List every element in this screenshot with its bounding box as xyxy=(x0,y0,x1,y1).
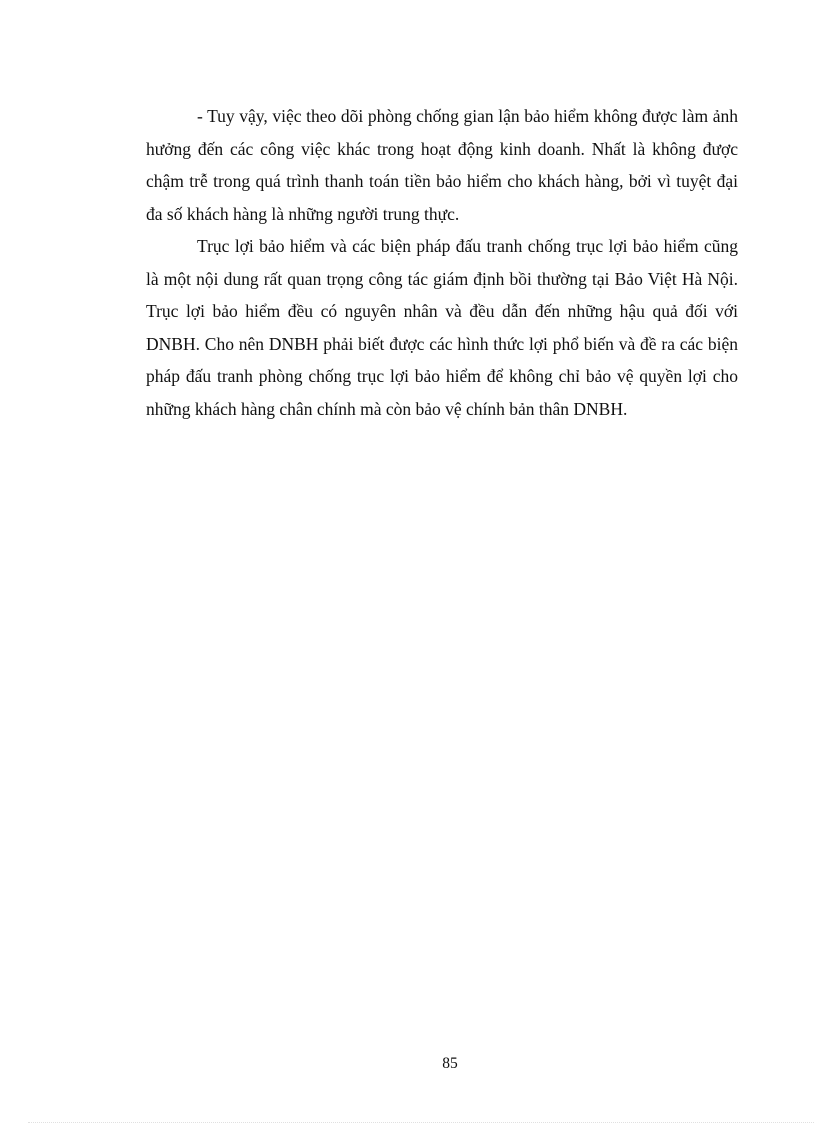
page-number: 85 xyxy=(442,1055,458,1072)
paragraph-2: Trục lợi bảo hiểm và các biện pháp đấu tranh chống trục lợi bảo hiểm cũng là một nội dung rất quan trọng công tác giám định bồi thường tại Bảo Việt Hà Nội. Trục lợi bảo hiểm đều có nguyên nhân và đều dẫn đến những hậu quả đối với DNBH. Cho nên DNBH phải biết được các hình thức lợi phổ biến và đề ra các biện pháp đấu tranh phòng chống trục lợi bảo hiểm để không chỉ bảo vệ quyền lợi cho những khách hàng chân chính mà còn bảo vệ chính bản thân DNBH. xyxy=(146,236,738,419)
paragraph-1: - Tuy vậy, việc theo dõi phòng chống gian lận bảo hiểm không được làm ảnh hưởng đến các công việc khác trong hoạt động kinh doanh. Nhất là không được chậm trễ trong quá trình thanh toán tiền bảo hiểm cho khách hàng, bởi vì tuyệt đại đa số khách hàng là những người trung thực. xyxy=(146,106,738,224)
body-text xyxy=(146,100,738,425)
